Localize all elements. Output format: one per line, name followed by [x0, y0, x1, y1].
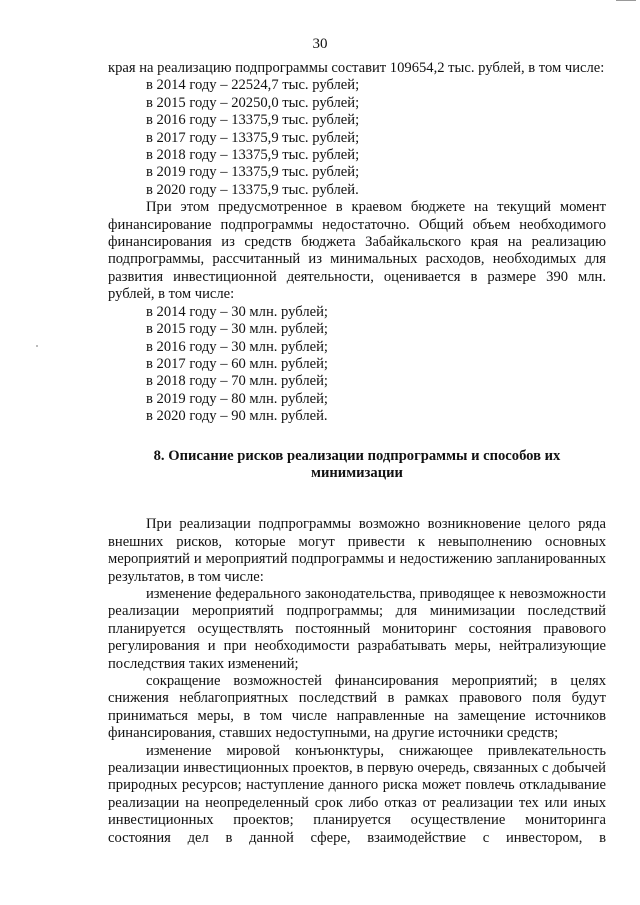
intro-paragraph: края на реализацию подпрограммы составит 109654,2 тыс. рублей, в том числе: — [108, 60, 605, 76]
funding-year-item: в 2018 году – 70 млн. рублей; — [146, 373, 328, 390]
risk-paragraph-legislation: изменение федерального законодательства, приводящее к невозможности реализации мероприятий подпрограммы; для минимизации последствий планируется осуществлять постоянный мониторинг состояния правового регулирования и при необходимости разрабатывать меры, нейтрализующие последствия таких изменений; — [108, 585, 606, 672]
page-number: 30 — [312, 36, 328, 52]
funding-year-item: в 2019 году – 80 млн. рублей; — [146, 390, 328, 407]
section-heading-line2: минимизации — [311, 464, 403, 481]
section-heading-line1: 8. Описание рисков реализации подпрограммы и способов их — [153, 447, 561, 464]
section-heading — [108, 448, 606, 483]
funding-year-item: в 2016 году – 30 млн. рублей; — [146, 338, 328, 355]
budget-year-item: в 2018 году – 13375,9 тыс. рублей; — [146, 147, 360, 164]
budget-year-item: в 2019 году – 13375,9 тыс. рублей; — [146, 164, 360, 181]
funding-year-item: в 2020 году – 90 млн. рублей. — [146, 408, 328, 425]
funding-year-item: в 2017 году – 60 млн. рублей; — [146, 355, 328, 372]
scan-edge-mark — [616, 0, 636, 3]
funding-paragraph: При этом предусмотренное в краевом бюджете на текущий момент финансирование подпрограммы недостаточно. Общий объем необходимого финансирования из средств бюджета Забайкальского края на реализацию подпрограммы, рассчитанный из минимальных расходов, необходимых для развития инвестиционной деятельности, оценивается в размере 390 млн. рублей, в том числе: — [108, 199, 606, 303]
page-body — [108, 60, 606, 847]
funding-year-item: в 2014 году – 30 млн. рублей; — [146, 303, 328, 320]
budget-year-item: в 2016 году – 13375,9 тыс. рублей; — [146, 112, 360, 129]
budget-year-item: в 2020 году – 13375,9 тыс. рублей. — [146, 181, 359, 198]
risk-paragraph-market: изменение мировой конъюнктуры, снижающее привлекательность реализации инвестиционных проектов, в первую очередь, связанных с добычей природных ресурсов; наступление данного риска может повлечь откладывание реализации на неопределенный срок либо отказ от реализации тех или иных инвестиционных проектов; планируется осуществление мониторинга состояния дел в данной сфере, взаимодействие с инвестором, в — [108, 742, 606, 846]
budget-year-item: в 2015 году – 20250,0 тыс. рублей; — [146, 94, 360, 111]
funding-year-item: в 2015 году – 30 млн. рублей; — [146, 321, 328, 338]
risks-intro-paragraph: При реализации подпрограммы возможно возникновение целого ряда внешних рисков, которые могут привести к невыполнению основных мероприятий и мероприятий подпрограммы и недостижению запланированных результатов, в том числе: — [108, 516, 606, 585]
budget-year-item: в 2014 году – 22524,7 тыс. рублей; — [146, 77, 360, 94]
funding-years-list — [108, 304, 606, 426]
scan-speck — [36, 345, 38, 347]
budget-year-item: в 2017 году – 13375,9 тыс. рублей; — [146, 129, 360, 146]
risk-paragraph-financing: сокращение возможностей финансирования мероприятий; в целях снижения неблагоприятных последствий в рамках правового поля будут приниматься меры, в том числе направленные на замещение источников финансирования, ставших недоступными, на другие источники средств; — [108, 673, 606, 742]
budget-years-list — [108, 77, 606, 199]
